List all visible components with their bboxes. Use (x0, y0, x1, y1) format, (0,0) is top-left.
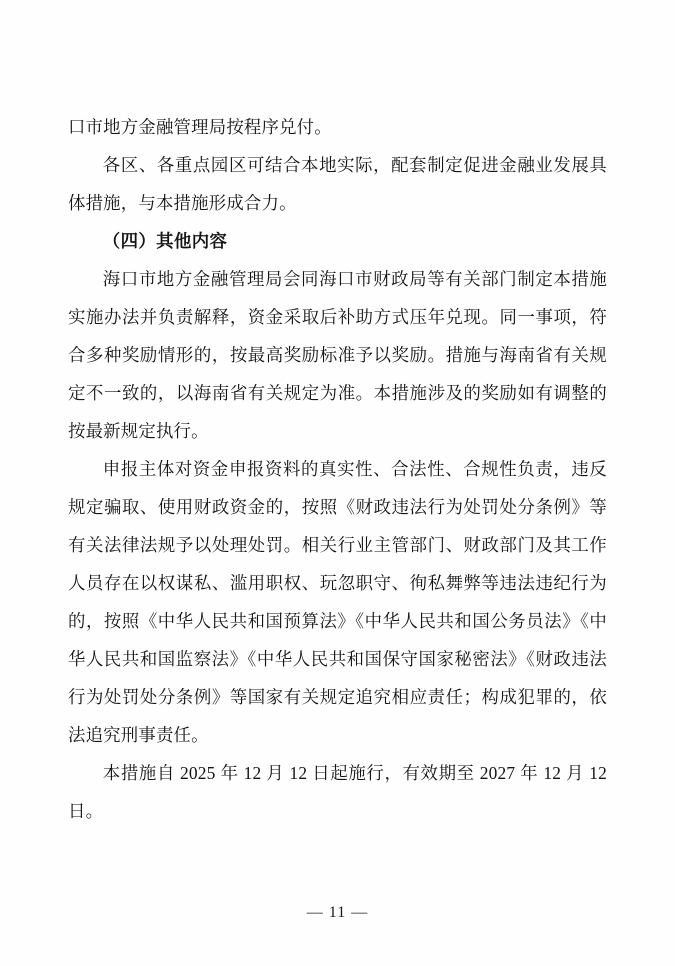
paragraph-effective-period: 本措施自 2025 年 12 月 12 日起施行，有效期至 2027 年 12 月 12 日。 (68, 763, 607, 821)
paragraph-implementation-interpretation: 海口市地方金融管理局会同海口市财政局等有关部门制定本措施实施办法并负责解释，资金采取后补助方式压年兑现。同一事项，符合多种奖励情形的，按最高奖励标准予以奖励。措施与海南省有关规定不一致的，以海南省有关规定为准。本措施涉及的奖励如有调整的按最新规定执行。 (68, 269, 607, 441)
page-number: — 11 — (306, 904, 369, 921)
paragraph-continuation: 口市地方金融管理局按程序兑付。 (68, 117, 332, 137)
paragraph-districts-measures: 各区、各重点园区可结合本地实际，配套制定促进金融业发展具体措施，与本措施形成合力。 (68, 155, 607, 213)
section-heading-other-content: （四）其他内容 (102, 231, 228, 251)
document-body (68, 108, 607, 830)
paragraph-responsibility-penalties: 申报主体对资金申报资料的真实性、合法性、合规性负责，违反规定骗取、使用财政资金的，按照《财政违法行为处罚处分条例》等有关法律法规予以处理处罚。相关行业主管部门、财政部门及其工作人员存在以权谋私、滥用职权、玩忽职守、徇私舞弊等违法违纪行为的，按照《中华人民共和国预算法》《中华人民共和国公务员法》《中华人民共和国监察法》《中华人民共和国保守国家秘密法》《财政违法行为处罚处分条例》等国家有关规定追究相应责任；构成犯罪的，依法追究刑事责任。 (68, 459, 607, 745)
